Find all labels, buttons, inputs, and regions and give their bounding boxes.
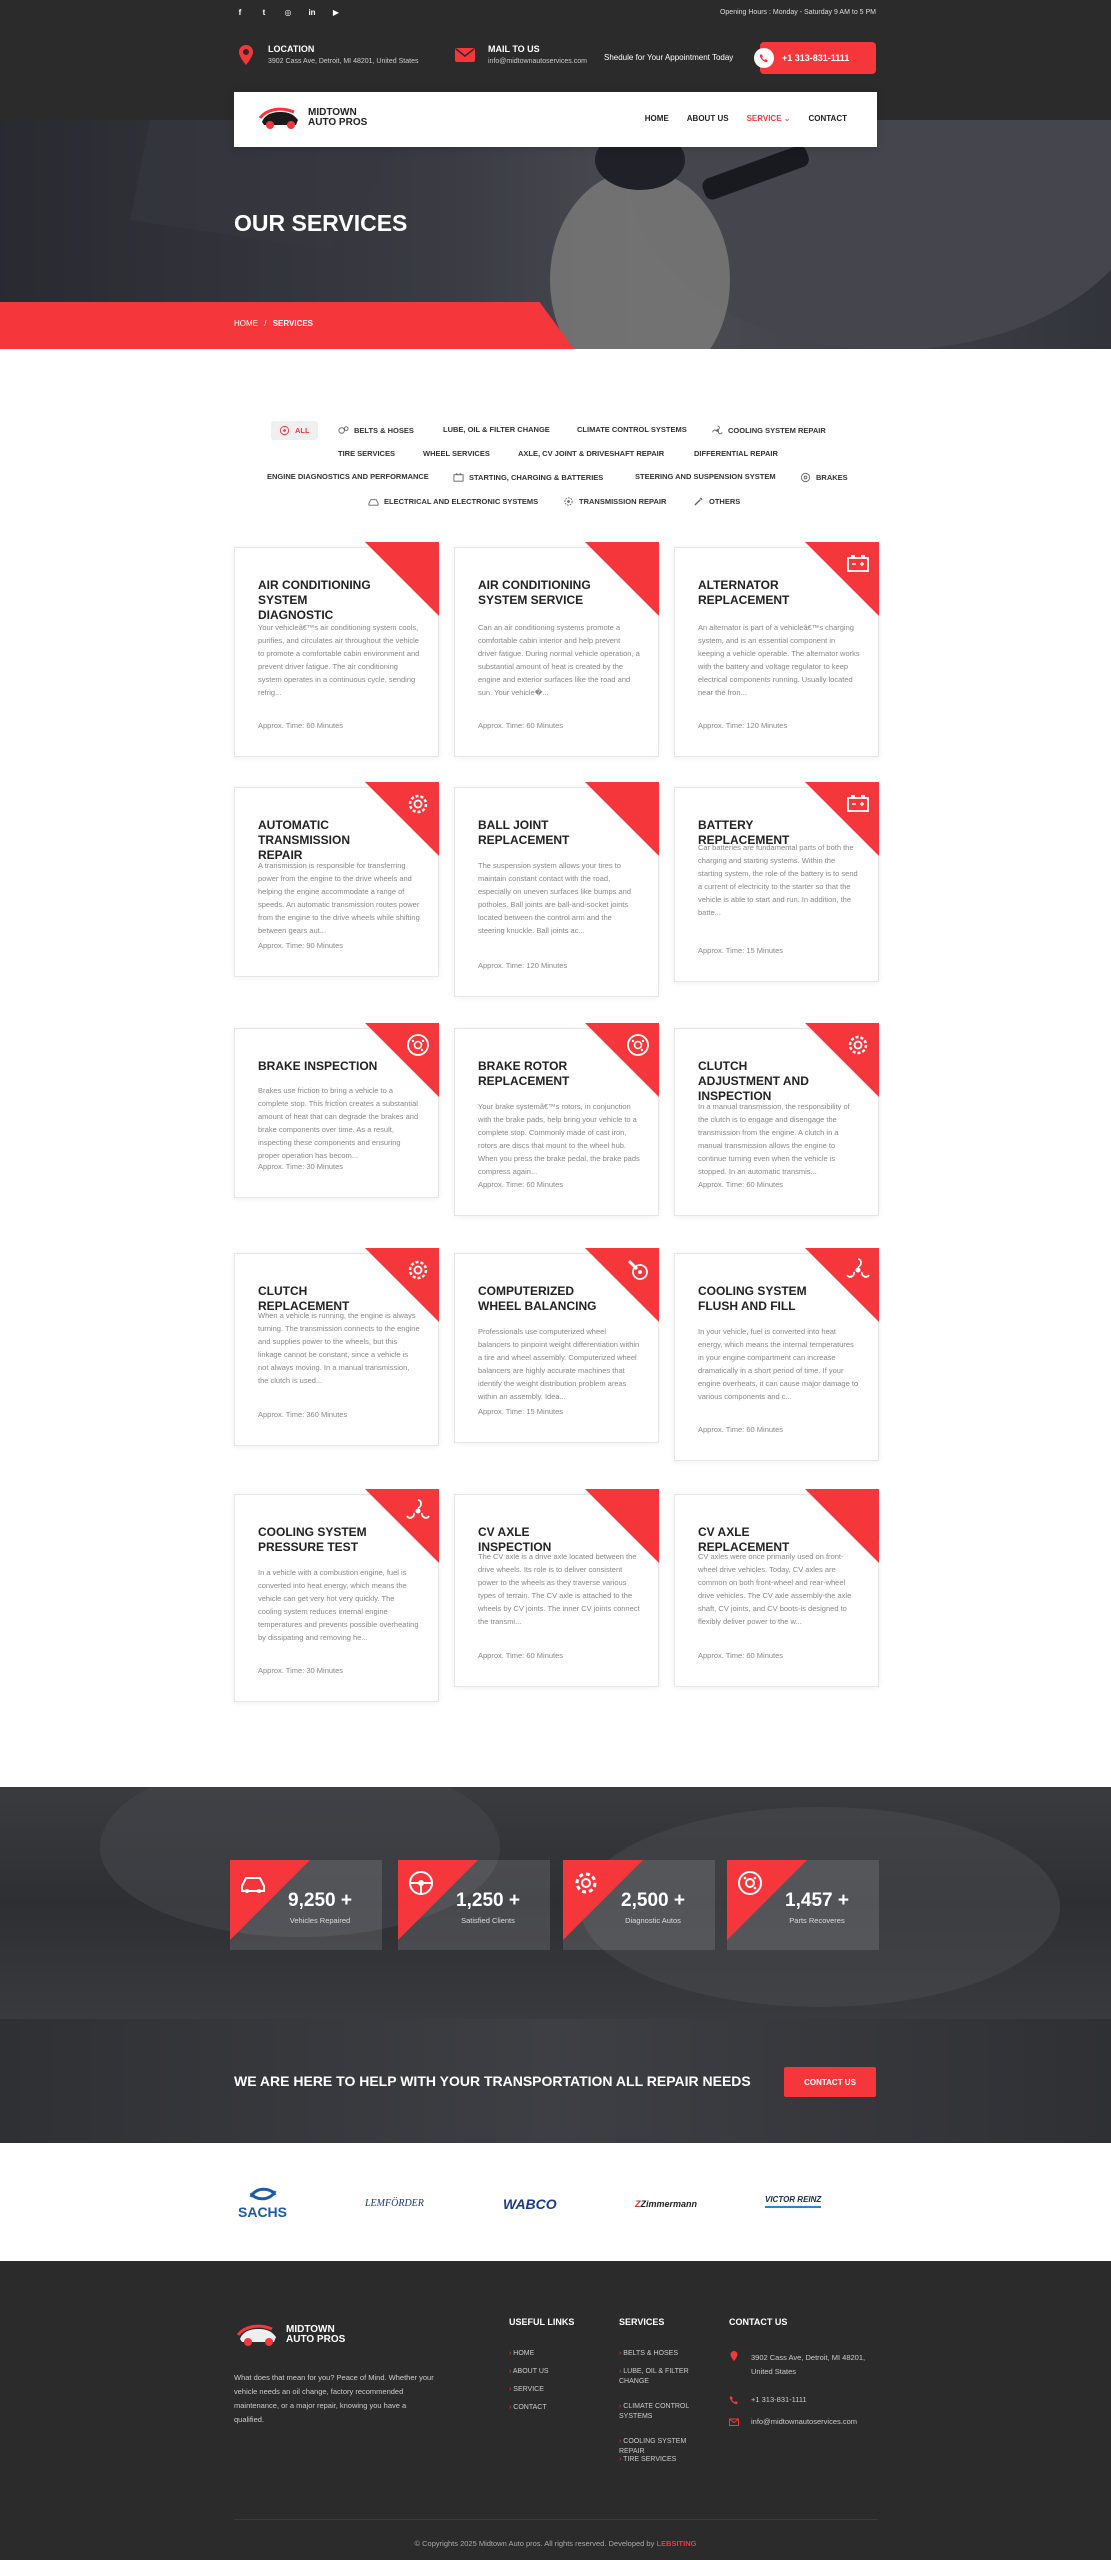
service-title[interactable]: ALTERNATOR REPLACEMENT	[698, 578, 790, 607]
service-card[interactable]	[674, 1028, 879, 1216]
service-card[interactable]	[674, 1253, 879, 1461]
footer-phone[interactable]: +1 313-831-1111	[751, 2395, 807, 2404]
nav-about[interactable]: ABOUT US	[686, 114, 729, 123]
breadcrumb-current: SERVICES	[272, 319, 314, 328]
stat-number: 9,250 +	[288, 1890, 352, 1911]
service-description: The suspension system allows your tires to maintain constant contact with the road, especially on uneven surfaces like bumps and potholes. Ball joints are ball-and-socket joints located between the control arm and the steering knuckle. Ball joints ac...	[478, 861, 632, 935]
brand-sachs[interactable]: SACHS	[238, 2187, 287, 2220]
footer-link-contact[interactable]: › CONTACT	[509, 2403, 547, 2413]
service-title[interactable]: BRAKE ROTOR REPLACEMENT	[478, 1059, 570, 1088]
service-description: Can an air conditioning systems promote a comfortable cabin interior and help prevent driver fatigue. During normal vehicle operation, a substantial amount of heat is created by the engine and exterior surfaces like the road and sun. Your vehicle�...	[478, 623, 640, 697]
brands-section	[0, 2143, 1111, 2261]
footer	[0, 2261, 1111, 2560]
instagram-icon[interactable]: ◎	[284, 8, 292, 17]
service-card[interactable]	[674, 1494, 879, 1687]
twitter-icon[interactable]: t	[262, 8, 266, 17]
brand-victor-reinz[interactable]: VICTOR REINZ	[765, 2195, 821, 2208]
nav-home[interactable]: HOME	[644, 114, 669, 123]
brake-icon	[624, 1031, 652, 1059]
service-description: A transmission is responsible for transferring power from the engine to the drive wheels and helping the engine accommodate a range of speeds. An automatic transmission routes power from the engine to the drive wheels while shifting between gears aut...	[258, 861, 420, 935]
nav-menu	[645, 114, 847, 123]
facebook-icon[interactable]: f	[238, 8, 242, 17]
service-time: Approx. Time: 120 Minutes	[698, 721, 788, 730]
service-time: Approx. Time: 30 Minutes	[258, 1162, 344, 1171]
fan-icon	[404, 1497, 432, 1525]
service-title[interactable]: BATTERY REPLACEMENT	[698, 818, 790, 847]
mail-value[interactable]: info@midtownautoservices.com	[488, 58, 587, 65]
service-card[interactable]	[234, 787, 439, 977]
mail-icon	[729, 2417, 739, 2427]
service-title[interactable]: COOLING SYSTEM FLUSH AND FILL	[698, 1284, 807, 1313]
logo-car-icon	[236, 2321, 280, 2349]
logo-line2: AUTO PROS	[308, 117, 368, 128]
service-time: Approx. Time: 60 Minutes	[698, 1651, 784, 1660]
service-time: Approx. Time: 15 Minutes	[698, 946, 784, 955]
services-title: SERVICES	[619, 2317, 665, 2327]
copyright: © Copyrights 2025 Midtown Auto pros. All rights reserved. Developed by LEBSITING	[414, 2539, 697, 2548]
service-time: Approx. Time: 60 Minutes	[698, 1180, 784, 1189]
stats-background-photo	[0, 1787, 1111, 2019]
battery-icon	[844, 790, 872, 818]
filter-brakes[interactable]: BRAKES	[800, 472, 848, 483]
linkedin-icon[interactable]: in	[308, 8, 316, 17]
service-card[interactable]	[454, 1028, 659, 1216]
stat-number: 1,457 +	[785, 1890, 849, 1911]
service-title[interactable]: CLUTCH REPLACEMENT	[258, 1284, 350, 1313]
schedule-text: Shedule for Your Appointment Today	[604, 53, 734, 62]
brake-icon	[800, 472, 811, 483]
service-description: Professionals use computerized wheel balancers to pinpoint weight differentiation within a tire and wheel assembly. Computerized wheel balancers are highly accurate machines that identify the weight distribution problem areas within an assembly. Idea...	[478, 1327, 640, 1401]
filter-steering[interactable]: STEERING AND SUSPENSION SYSTEM	[635, 472, 776, 481]
footer-email[interactable]: info@midtownautoservices.com	[751, 2417, 857, 2426]
location-title: LOCATION	[268, 44, 315, 54]
stat-label: Satisfied Clients	[461, 1916, 515, 1925]
battery-icon	[453, 472, 464, 483]
footer-service-lube[interactable]: › LUBE, OIL & FILTER CHANGE	[619, 2367, 699, 2387]
phone-icon	[754, 48, 774, 68]
contact-us-title: CONTACT US	[729, 2317, 788, 2327]
service-title[interactable]: AUTOMATIC TRANSMISSION REPAIR	[258, 818, 351, 862]
location-value: 3902 Cass Ave, Detroit, MI 48201, United States	[268, 58, 419, 65]
mail-title: MAIL TO US	[488, 44, 540, 54]
service-time: Approx. Time: 60 Minutes	[258, 721, 344, 730]
belt-icon	[338, 425, 349, 436]
gear-icon	[844, 1031, 872, 1059]
filter-all[interactable]: ALL	[271, 421, 318, 440]
filter-axle[interactable]: AXLE, CV JOINT & DRIVESHAFT REPAIR	[518, 449, 665, 458]
service-time: Approx. Time: 30 Minutes	[258, 1666, 344, 1675]
engine-icon	[624, 1256, 652, 1284]
service-time: Approx. Time: 60 Minutes	[478, 1180, 564, 1189]
brand-zimmermann[interactable]: ZZimmermann	[635, 2199, 698, 2209]
location-block	[236, 44, 418, 66]
footer-service-cooling[interactable]: › COOLING SYSTEM REPAIR	[619, 2437, 699, 2457]
stat-label: Diagnostic Autos	[625, 1916, 681, 1925]
service-description: CV axles were once primarily used on front-wheel drive vehicles. Today, CV axles are common on both front-wheel and rear-wheel drive vehicles. The CV axle assembly-the axle shaft, CV joints, and CV boots-is designed to flexibly deliver power to the w...	[698, 1552, 852, 1626]
stats-section	[0, 1787, 1111, 2019]
phone-icon	[729, 2395, 739, 2405]
service-title[interactable]: AIR CONDITIONING SYSTEM SERVICE	[478, 578, 591, 607]
service-title[interactable]: CLUTCH ADJUSTMENT AND INSPECTION	[698, 1059, 809, 1103]
filter-climate[interactable]: CLIMATE CONTROL SYSTEMS	[577, 425, 687, 434]
service-description: Brakes use friction to bring a vehicle to a complete stop. This friction creates a substantial amount of heat that can degrade the brakes and brake components over time. As a result, inspecting these components and ensuring proper operation has becom...	[258, 1086, 419, 1160]
gear-icon	[404, 1256, 432, 1284]
nav-service[interactable]: SERVICE ⌄	[746, 114, 791, 123]
logo[interactable]	[258, 104, 367, 132]
filter-wheel[interactable]: WHEEL SERVICES	[423, 449, 490, 458]
service-description: In a manual transmission, the responsibility of the clutch is to engage and disengage the transmission from the engine. A clutch in a manual transmission allows the engine to continue turning even when the vehicle is stopped. In an automatic transmis...	[698, 1102, 850, 1176]
sachs-logo-mark	[248, 2187, 278, 2201]
phone-number: +1 313-831-1111	[782, 53, 850, 63]
phone-button[interactable]	[760, 42, 876, 74]
service-description: In a vehicle with a combustion engine, fuel is converted into heat energy, which means the vehicle can get very hot very quickly. The cooling system reduces internal engine temperatures and prevents possible overheating by dissipating and removing he...	[258, 1568, 419, 1642]
service-description: In your vehicle, fuel is converted into heat energy, which means the internal temperatures in your engine compartment can increase dramatically in a short period of time. If your engine overheats, it can cause major damage to various components and c...	[698, 1327, 859, 1401]
filter-transmission[interactable]: TRANSMISSION REPAIR	[563, 496, 666, 507]
cta-section	[0, 2019, 1111, 2143]
page-title: OUR SERVICES	[234, 210, 408, 236]
service-description: The CV axle is a drive axle located between the drive wheels. Its role is to deliver consistent power to the wheels as they traverse various types of terrain. The CV axle is attached to the wheels by CV joints. The inner CV joints connect the transmi...	[478, 1552, 640, 1626]
service-time: Approx. Time: 90 Minutes	[258, 941, 344, 950]
all-icon	[279, 425, 290, 436]
social-links	[234, 8, 342, 17]
stat-parts	[727, 1860, 879, 1950]
tools-icon	[693, 496, 704, 507]
service-description: Car batteries are fundamental parts of both the charging and starting systems. Within the starting system, the role of the battery is to send a current of electricity to the starter so that the vehicle is able to start and run. In addition, the batte...	[698, 843, 858, 917]
service-time: Approx. Time: 120 Minutes	[478, 961, 568, 970]
contact-us-button[interactable]: CONTACT US	[784, 2067, 876, 2097]
service-time: Approx. Time: 360 Minutes	[258, 1410, 348, 1419]
footer-service-belts[interactable]: › BELTS & HOSES	[619, 2349, 699, 2359]
service-title[interactable]: CV AXLE INSPECTION	[478, 1525, 552, 1554]
service-description: When a vehicle is running, the engine is always turning. The transmission connects to the engine and supplies power to the wheels, but this linkage cannot be constant, since a vehicle is not always moving. In a manual transmission, the clutch is used...	[258, 1311, 420, 1385]
gear-icon	[404, 790, 432, 818]
footer-link-service[interactable]: › SERVICE	[509, 2385, 544, 2395]
service-title[interactable]: CV AXLE REPLACEMENT	[698, 1525, 790, 1554]
footer-logo[interactable]: MIDTOWN AUTO PROS	[236, 2321, 345, 2349]
opening-hours: Opening Hours : Monday - Saturday 9 AM to 5 PM	[719, 9, 876, 16]
service-card[interactable]	[234, 547, 439, 757]
breadcrumb-separator: /	[264, 319, 267, 328]
brand-wabco[interactable]: WABCO	[503, 2196, 557, 2212]
filter-others[interactable]: OTHERS	[693, 496, 740, 507]
battery-icon	[844, 550, 872, 578]
service-title[interactable]: COMPUTERIZED WHEEL BALANCING	[478, 1284, 597, 1313]
logo-line1: MIDTOWN	[308, 107, 357, 118]
useful-links-title: USEFUL LINKS	[509, 2317, 575, 2327]
stat-number: 2,500 +	[621, 1890, 685, 1911]
breadcrumb	[234, 319, 313, 328]
filter-electrical[interactable]: ELECTRICAL AND ELECTRONIC SYSTEMS	[368, 496, 538, 507]
service-card[interactable]	[454, 1494, 659, 1687]
stat-number: 1,250 +	[456, 1890, 520, 1911]
youtube-icon[interactable]: ▶	[332, 8, 340, 17]
service-title[interactable]: BALL JOINT REPLACEMENT	[478, 818, 570, 847]
service-card[interactable]	[234, 1494, 439, 1702]
service-card[interactable]	[454, 1253, 659, 1443]
footer-about: What does that mean for you? Peace of Mind. Whether your vehicle needs an oil change, factory recommended maintenance, or a major repair, knowing you have a qualified.	[234, 2373, 434, 2424]
service-title[interactable]: BRAKE INSPECTION	[258, 1059, 378, 1073]
filter-engine[interactable]: ENGINE DIAGNOSTICS AND PERFORMANCE	[267, 472, 429, 481]
mail-block	[454, 44, 587, 66]
footer-divider	[234, 2519, 877, 2520]
filter-differential[interactable]: DIFFERENTIAL REPAIR	[694, 449, 778, 458]
service-card[interactable]	[454, 787, 659, 997]
location-pin-icon	[236, 44, 256, 66]
filter-tire[interactable]: TIRE SERVICES	[338, 449, 395, 458]
footer-link-about[interactable]: › ABOUT US	[509, 2367, 549, 2377]
footer-address: 3902 Cass Ave, Detroit, MI 48201, United States	[751, 2353, 866, 2376]
service-card[interactable]	[234, 1028, 439, 1198]
filter-starting[interactable]: STARTING, CHARGING & BATTERIES	[453, 472, 603, 483]
service-card[interactable]	[454, 547, 659, 757]
breadcrumb-home[interactable]: HOME	[234, 319, 258, 328]
logo-car-icon	[258, 104, 302, 132]
cta-text: WE ARE HERE TO HELP WITH YOUR TRANSPORTATION ALL REPAIR NEEDS	[234, 2073, 751, 2089]
filter-belts-hoses[interactable]: BELTS & HOSES	[338, 425, 414, 436]
filter-cooling[interactable]: COOLING SYSTEM REPAIR	[712, 425, 826, 436]
filter-lube-oil[interactable]: LUBE, OIL & FILTER CHANGE	[443, 425, 550, 434]
fan-icon	[844, 1256, 872, 1284]
location-pin-icon	[729, 2351, 739, 2361]
service-time: Approx. Time: 60 Minutes	[478, 1651, 564, 1660]
service-time: Approx. Time: 60 Minutes	[698, 1425, 784, 1434]
stat-label: Vehicles Repaired	[289, 1916, 351, 1925]
chevron-down-icon: ⌄	[783, 114, 791, 123]
main-nav	[234, 92, 877, 147]
mail-icon	[454, 44, 476, 66]
top-bar	[0, 0, 1111, 26]
stat-label: Parts Recoveres	[789, 1916, 845, 1925]
footer-service-climate[interactable]: › CLIMATE CONTROL SYSTEMS	[619, 2402, 699, 2422]
service-title[interactable]: COOLING SYSTEM PRESSURE TEST	[258, 1525, 367, 1554]
fan-icon	[712, 425, 723, 436]
stat-diagnostic	[563, 1860, 715, 1950]
service-card[interactable]	[674, 787, 879, 982]
brake-icon	[404, 1031, 432, 1059]
nav-contact[interactable]: CONTACT	[808, 114, 847, 123]
service-card[interactable]	[674, 547, 879, 757]
car-icon	[368, 496, 379, 507]
service-time: Approx. Time: 15 Minutes	[478, 1407, 564, 1416]
stat-vehicles	[230, 1860, 382, 1950]
service-card[interactable]	[234, 1253, 439, 1446]
service-time: Approx. Time: 60 Minutes	[478, 721, 564, 730]
service-description: Your vehicleâ€™s air conditioning system cools, purifies, and circulates air throughout the vehicle to promote a comfortable cabin environment and prevent driver fatigue. The air conditioning system operates in a continuous cycle, sending refrig...	[258, 623, 420, 697]
service-description: Your brake systemâ€™s rotors, in conjunction with the brake pads, help bring your vehicle to a complete stop. Commonly made of cast iron, rotors are discs that mount to the wheel hub. When you press the brake pedal, the brake pads compress again...	[478, 1102, 640, 1176]
stat-clients	[398, 1860, 550, 1950]
developer-link[interactable]: LEBSITING	[656, 2539, 697, 2548]
footer-link-home[interactable]: › HOME	[509, 2349, 534, 2359]
footer-service-tire[interactable]: › TIRE SERVICES	[619, 2455, 699, 2465]
service-description: An alternator is part of a vehicleâ€™s charging system, and is an essential component in keeping a vehicle operable. The alternator works with the battery and voltage regulator to keep electrical components running. Usually located near the fron...	[698, 623, 860, 697]
brand-lemforder[interactable]: LEMFÖRDER	[365, 2198, 424, 2209]
service-title[interactable]: AIR CONDITIONING SYSTEM DIAGNOSTIC	[258, 578, 371, 622]
gear-icon	[563, 496, 574, 507]
